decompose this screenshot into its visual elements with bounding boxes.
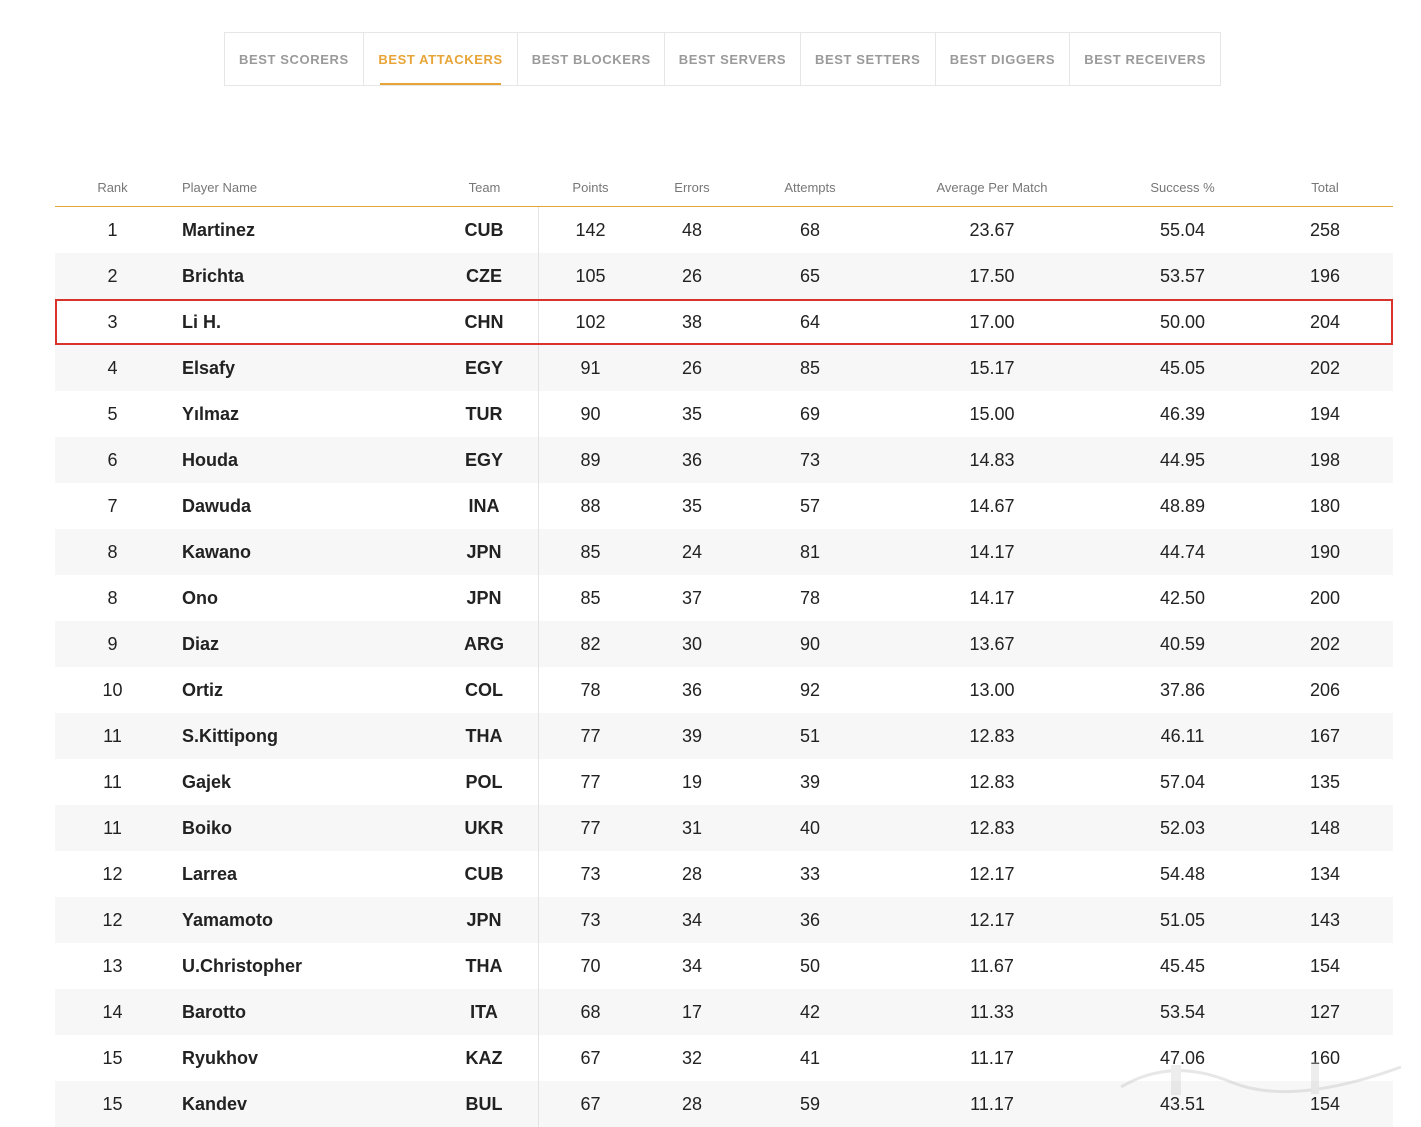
table-row[interactable] [55,667,1393,713]
cell-success-percent: 48.89 [1159,495,1206,516]
table-row[interactable] [55,207,1393,253]
cell-points: 85 [580,587,601,608]
tab-best-diggers[interactable]: BEST DIGGERS [936,33,1071,85]
cell-rank: 12 [102,909,123,930]
tab-best-scorers[interactable]: BEST SCORERS [225,33,364,85]
cell-team: CUB [430,851,539,897]
cell-rank: 7 [107,495,118,516]
cell-attempts: 33 [799,863,821,884]
cell-average-per-match: 12.17 [969,909,1015,930]
header-average-per-match[interactable]: Average Per Match [936,179,1048,195]
cell-player-name: Houda [182,449,238,470]
cell-rank: 2 [107,265,118,286]
cell-points: 102 [575,311,606,332]
cell-errors: 30 [681,633,703,654]
table-row[interactable] [55,897,1393,943]
cell-team: CUB [430,207,539,253]
cell-team: ITA [430,989,539,1035]
cell-attempts: 39 [799,771,821,792]
cell-team: CZE [430,253,539,299]
cell-average-per-match: 11.67 [970,955,1014,976]
cell-success-percent: 57.04 [1159,771,1206,792]
cell-attempts: 81 [799,541,821,562]
cell-rank: 1 [107,219,118,240]
cell-total: 148 [1309,817,1341,838]
cell-errors: 35 [681,403,703,424]
cell-team: JPN [430,575,539,621]
cell-attempts: 41 [799,1047,821,1068]
cell-attempts: 65 [799,265,821,286]
cell-attempts: 42 [799,1001,821,1022]
table-row[interactable] [55,851,1393,897]
cell-errors: 19 [681,771,703,792]
cell-total: 190 [1309,541,1341,562]
cell-errors: 34 [681,955,703,976]
cell-rank: 12 [102,863,123,884]
table-row[interactable] [55,621,1393,667]
cell-player-name: Diaz [182,633,220,654]
cell-average-per-match: 14.67 [969,495,1015,516]
cell-team: EGY [430,345,539,391]
cell-success-percent: 46.11 [1160,725,1205,746]
cell-attempts: 69 [799,403,821,424]
cell-success-percent: 45.45 [1159,955,1206,976]
cell-attempts: 73 [799,449,821,470]
cell-points: 77 [580,771,601,792]
cell-attempts: 36 [799,909,821,930]
cell-success-percent: 43.51 [1159,1093,1206,1114]
cell-average-per-match: 11.33 [970,1001,1014,1022]
cell-player-name: Yılmaz [182,403,240,424]
cell-success-percent: 37.86 [1159,679,1206,700]
cell-points: 91 [580,357,601,378]
table-row[interactable] [55,253,1393,299]
cell-attempts: 68 [799,219,821,240]
cell-attempts: 57 [799,495,821,516]
tab-best-receivers[interactable]: BEST RECEIVERS [1084,51,1207,67]
cell-average-per-match: 13.00 [969,679,1015,700]
cell-player-name: Yamamoto [182,909,274,930]
cell-attempts: 50 [799,955,821,976]
cell-team: ARG [430,621,539,667]
cell-average-per-match: 12.83 [969,771,1015,792]
cell-errors: 28 [681,1093,703,1114]
table-row[interactable] [55,529,1393,575]
header-success-percent[interactable]: Success % [1150,179,1215,195]
cell-total: 143 [1309,909,1341,930]
cell-rank: 13 [102,955,123,976]
cell-total: 180 [1309,495,1341,516]
table-row[interactable] [55,483,1393,529]
cell-errors: 17 [681,1001,703,1022]
cell-total: 196 [1309,265,1341,286]
cell-success-percent: 42.50 [1159,587,1206,608]
cell-team: POL [430,759,539,805]
cell-attempts: 40 [799,817,821,838]
tab-best-setters[interactable]: BEST SETTERS [801,33,936,85]
cell-attempts: 64 [799,311,821,332]
cell-points: 68 [580,1001,601,1022]
table-row[interactable] [55,345,1393,391]
cell-rank: 6 [107,449,118,470]
tab-best-servers[interactable]: BEST SERVERS [665,33,801,85]
header-rank[interactable]: Rank [97,179,128,195]
cell-points: 67 [580,1093,601,1114]
table-row-highlighted[interactable] [55,299,1393,345]
cell-average-per-match: 14.17 [969,541,1015,562]
cell-team: KAZ [430,1035,539,1081]
cell-player-name: Elsafy [182,357,236,378]
cell-average-per-match: 12.83 [969,817,1015,838]
cell-errors: 26 [681,357,703,378]
cell-points: 73 [580,909,601,930]
cell-points: 67 [580,1047,601,1068]
cell-success-percent: 50.00 [1159,311,1206,332]
cell-points: 78 [580,679,601,700]
table-row[interactable] [55,713,1393,759]
cell-rank: 5 [107,403,118,424]
cell-average-per-match: 12.17 [969,863,1015,884]
cell-errors: 31 [681,817,703,838]
cell-average-per-match: 15.00 [969,403,1015,424]
cell-points: 88 [580,495,601,516]
cell-success-percent: 44.74 [1159,541,1206,562]
cell-team: JPN [430,897,539,943]
cell-total: 167 [1309,725,1341,746]
cell-total: 134 [1309,863,1341,884]
cell-points: 89 [580,449,601,470]
cell-team: THA [430,943,539,989]
cell-team: THA [430,713,539,759]
cell-team: EGY [430,437,539,483]
cell-team: TUR [430,391,539,437]
cell-average-per-match: 13.67 [969,633,1015,654]
cell-errors: 34 [681,909,703,930]
cell-errors: 37 [681,587,703,608]
cell-player-name: Boiko [182,817,233,838]
cell-average-per-match: 12.83 [969,725,1015,746]
cell-points: 142 [575,219,606,240]
cell-success-percent: 51.05 [1159,909,1206,930]
cell-rank: 10 [102,679,123,700]
cell-player-name: Larrea [182,863,238,884]
table-row[interactable] [55,575,1393,621]
cell-points: 77 [580,725,601,746]
cell-player-name: Brichta [182,265,245,286]
table-row[interactable] [55,437,1393,483]
cell-rank: 15 [102,1093,123,1114]
cell-team: JPN [430,529,539,575]
cell-success-percent: 40.59 [1159,633,1206,654]
cell-team: BUL [430,1081,539,1127]
cell-rank: 11 [103,725,122,746]
cell-errors: 28 [681,863,703,884]
cell-rank: 11 [103,771,122,792]
cell-average-per-match: 23.67 [969,219,1015,240]
cell-success-percent: 54.48 [1159,863,1206,884]
cell-points: 85 [580,541,601,562]
cell-points: 73 [580,863,601,884]
cell-errors: 35 [681,495,703,516]
cell-total: 154 [1309,1093,1341,1114]
cell-attempts: 90 [799,633,821,654]
cell-rank: 4 [107,357,118,378]
cell-player-name: Ono [182,587,218,608]
table-header [55,168,1393,207]
cell-attempts: 51 [799,725,821,746]
cell-total: 202 [1309,357,1341,378]
cell-success-percent: 46.39 [1159,403,1206,424]
cell-total: 206 [1309,679,1341,700]
cell-total: 154 [1309,955,1341,976]
tab-best-attackers[interactable]: BEST ATTACKERS [364,33,519,85]
table-row[interactable] [55,805,1393,851]
table-row[interactable] [55,391,1393,437]
cell-player-name: Kandev [182,1093,248,1114]
cell-attempts: 59 [799,1093,821,1114]
attackers-table [55,168,1393,1127]
header-attempts[interactable]: Attempts [784,179,836,195]
cell-errors: 36 [681,679,703,700]
cell-total: 202 [1309,633,1341,654]
header-player-name[interactable]: Player Name [182,179,258,195]
header-total[interactable]: Total [1311,179,1339,195]
cell-rank: 9 [107,633,118,654]
cell-team: COL [430,667,539,713]
cell-player-name: U.Christopher [182,955,303,976]
cell-total: 258 [1309,219,1341,240]
cell-total: 198 [1309,449,1341,470]
table-row[interactable] [55,943,1393,989]
cell-rank: 11 [103,817,122,838]
cell-success-percent: 44.95 [1159,449,1206,470]
header-errors[interactable]: Errors [674,179,710,195]
cell-average-per-match: 11.17 [970,1047,1014,1068]
cell-total: 135 [1309,771,1341,792]
cell-total: 160 [1309,1047,1341,1068]
cell-player-name: Ryukhov [182,1047,259,1068]
cell-player-name: Martinez [182,219,256,240]
table-row[interactable] [55,989,1393,1035]
cell-success-percent: 52.03 [1159,817,1206,838]
watermark-logo [1111,1047,1411,1107]
cell-average-per-match: 14.83 [969,449,1015,470]
cell-errors: 26 [681,265,703,286]
cell-success-percent: 47.06 [1159,1047,1206,1068]
table-body [55,207,1393,1127]
cell-average-per-match: 11.17 [970,1093,1014,1114]
cell-rank: 3 [107,311,118,332]
header-team[interactable]: Team [468,179,501,195]
cell-attempts: 85 [799,357,821,378]
cell-player-name: Ortiz [182,679,224,700]
header-points[interactable]: Points [572,179,609,195]
cell-total: 204 [1309,311,1341,332]
stats-category-tabs [224,32,1221,86]
cell-player-name: Li H. [182,311,221,332]
cell-average-per-match: 14.17 [969,587,1015,608]
cell-team: UKR [430,805,539,851]
cell-total: 194 [1309,403,1341,424]
cell-average-per-match: 15.17 [969,357,1015,378]
cell-rank: 8 [107,587,118,608]
cell-player-name: S.Kittipong [182,725,278,746]
cell-average-per-match: 17.50 [969,265,1015,286]
cell-rank: 8 [107,541,118,562]
cell-errors: 48 [681,219,703,240]
cell-points: 82 [580,633,601,654]
cell-player-name: Gajek [182,771,232,792]
cell-errors: 38 [681,311,703,332]
cell-points: 105 [575,265,606,286]
cell-success-percent: 53.57 [1159,265,1206,286]
cell-errors: 39 [681,725,703,746]
cell-success-percent: 55.04 [1159,219,1206,240]
cell-player-name: Dawuda [182,495,252,516]
cell-points: 77 [580,817,601,838]
tab-best-blockers[interactable]: BEST BLOCKERS [518,33,665,85]
cell-rank: 15 [102,1047,123,1068]
cell-points: 90 [580,403,601,424]
cell-attempts: 78 [799,587,821,608]
cell-average-per-match: 17.00 [969,311,1015,332]
cell-points: 70 [580,955,601,976]
table-row[interactable] [55,759,1393,805]
cell-total: 200 [1309,587,1341,608]
cell-attempts: 92 [799,679,821,700]
cell-rank: 14 [102,1001,123,1022]
cell-team: INA [430,483,539,529]
cell-success-percent: 45.05 [1159,357,1206,378]
cell-errors: 36 [681,449,703,470]
cell-player-name: Kawano [182,541,252,562]
cell-total: 127 [1309,1001,1341,1022]
cell-player-name: Barotto [182,1001,246,1022]
cell-errors: 32 [681,1047,703,1068]
cell-success-percent: 53.54 [1159,1001,1206,1022]
cell-errors: 24 [681,541,703,562]
cell-team: CHN [430,299,539,345]
